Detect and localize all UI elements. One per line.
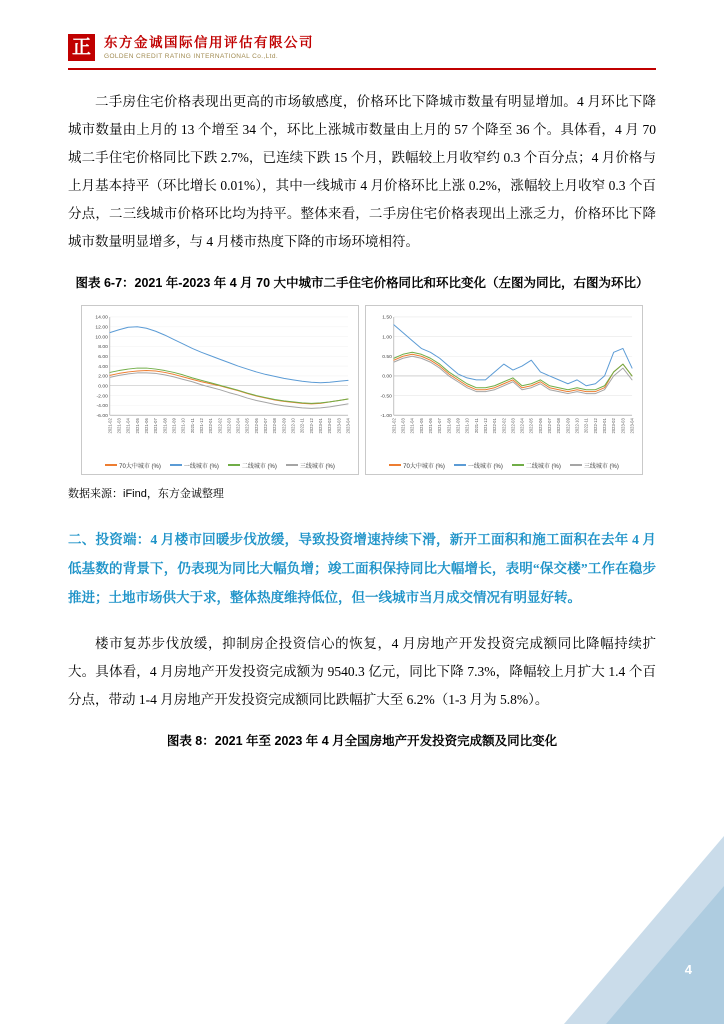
legend-item: [170, 461, 219, 470]
svg-text:2022-10: 2022-10: [290, 417, 296, 434]
chart-yoy-legend: [85, 461, 355, 470]
legend-line-swatch: [105, 464, 117, 466]
svg-text:2023-02: 2023-02: [611, 417, 617, 434]
figure-caption-8: 图表 8：2021 年至 2023 年 4 月全国房地产开发投资完成额及同比变化: [166, 733, 558, 748]
legend-item: [512, 461, 561, 470]
svg-text:2023-02: 2023-02: [327, 417, 333, 434]
chart-mom-legend: [369, 461, 639, 470]
svg-text:2022-01: 2022-01: [492, 417, 498, 434]
svg-text:2022-09: 2022-09: [565, 417, 571, 434]
series-line: [394, 356, 632, 393]
page-body: [0, 88, 724, 750]
svg-text:2021-04: 2021-04: [409, 417, 415, 434]
svg-text:2021-02: 2021-02: [107, 417, 113, 434]
svg-text:-6.00: -6.00: [96, 413, 108, 419]
svg-text:2021-08: 2021-08: [162, 417, 168, 434]
svg-text:10.00: 10.00: [95, 335, 108, 341]
svg-text:2022-04: 2022-04: [235, 417, 241, 434]
svg-text:2023-03: 2023-03: [620, 417, 626, 434]
svg-text:0.50: 0.50: [382, 354, 392, 360]
svg-text:2023-04: 2023-04: [629, 417, 635, 434]
series-line: [110, 327, 348, 383]
svg-text:2021-09: 2021-09: [171, 417, 177, 434]
svg-text:2021-06: 2021-06: [143, 417, 149, 434]
svg-text:-4.00: -4.00: [96, 403, 108, 409]
legend-item: [105, 461, 161, 470]
legend-label: 70大中城市 (%): [119, 463, 161, 470]
figure-caption-6-7: 图表 6-7：2021 年-2023 年 4 月 70 大中城市二手住宅价格同比和环比变化（左图为同比，右图为环比）: [75, 276, 649, 290]
legend-line-swatch: [286, 464, 298, 466]
svg-text:2023-04: 2023-04: [345, 417, 351, 434]
svg-text:2021-03: 2021-03: [116, 417, 122, 434]
legend-label: 一线城市 (%): [467, 463, 503, 470]
svg-text:2021-02: 2021-02: [391, 417, 397, 434]
svg-text:2021-10: 2021-10: [180, 417, 186, 434]
svg-text:-1.00: -1.00: [380, 413, 392, 419]
legend-item: [286, 461, 335, 470]
legend-line-swatch: [389, 464, 401, 466]
company-name-en: GOLDEN CREDIT RATING INTERNATIONAL Co.,Ltd.: [104, 53, 279, 61]
svg-text:4.00: 4.00: [98, 364, 108, 370]
legend-item: [389, 461, 445, 470]
svg-text:2021-11: 2021-11: [473, 417, 479, 433]
data-source-note: 数据来源：iFind，东方金诚整理: [68, 487, 224, 500]
svg-text:2022-05: 2022-05: [244, 417, 250, 434]
charts-row: [68, 305, 656, 475]
series-line: [394, 325, 632, 386]
svg-text:2023-03: 2023-03: [336, 417, 342, 434]
svg-text:2022-07: 2022-07: [547, 417, 553, 434]
svg-text:2021-12: 2021-12: [482, 417, 488, 434]
svg-text:1.00: 1.00: [382, 335, 392, 341]
svg-text:2021-10: 2021-10: [464, 417, 470, 434]
chart-mom-svg: [369, 310, 639, 459]
svg-text:6.00: 6.00: [98, 354, 108, 360]
chart-yoy-svg: [85, 310, 355, 459]
svg-text:2021-07: 2021-07: [437, 417, 443, 434]
legend-line-swatch: [454, 464, 466, 466]
svg-text:2.00: 2.00: [98, 374, 108, 380]
legend-line-swatch: [228, 464, 240, 466]
legend-line-swatch: [570, 464, 582, 466]
svg-text:-2.00: -2.00: [96, 394, 108, 400]
svg-text:2022-12: 2022-12: [592, 417, 598, 434]
legend-label: 二线城市 (%): [525, 463, 561, 470]
svg-text:2021-03: 2021-03: [400, 417, 406, 434]
company-logo-icon: 正: [68, 34, 95, 61]
svg-text:2021-12: 2021-12: [198, 417, 204, 434]
svg-text:2022-11: 2022-11: [299, 417, 305, 433]
paragraph-investment: 楼市复苏步伐放缓，抑制房企投资信心的恢复，4 月房地产开发投资完成额同比降幅持续扩大。具体看，4 月房地产开发投资完成额为 9540.3 亿元，同比下降 7.3%，降幅较上月扩大 1.4 个百分点，带动 1-4 月房地产开发投资完成额同比跌幅扩大至 6.2%（1-3 月为 5.8%）。: [68, 635, 656, 707]
svg-text:0.00: 0.00: [98, 384, 108, 390]
legend-label: 一线城市 (%): [183, 463, 219, 470]
svg-text:2022-01: 2022-01: [208, 417, 214, 434]
svg-text:2022-04: 2022-04: [519, 417, 525, 434]
svg-text:2022-10: 2022-10: [574, 417, 580, 434]
company-name-cn: 东方金诚国际信用评估有限公司: [104, 34, 314, 50]
legend-label: 70大中城市 (%): [403, 463, 445, 470]
page-number: 4: [684, 962, 692, 977]
svg-text:2023-01: 2023-01: [602, 417, 608, 434]
legend-item: [454, 461, 503, 470]
svg-text:2021-06: 2021-06: [427, 417, 433, 434]
legend-line-swatch: [170, 464, 182, 466]
svg-text:2021-11: 2021-11: [189, 417, 195, 433]
svg-text:2021-04: 2021-04: [125, 417, 131, 434]
svg-text:2022-06: 2022-06: [253, 417, 259, 434]
svg-text:2022-11: 2022-11: [583, 417, 589, 433]
svg-text:2021-05: 2021-05: [134, 417, 140, 434]
legend-label: 二线城市 (%): [241, 463, 277, 470]
svg-text:12.00: 12.00: [95, 325, 108, 331]
legend-label: 三线城市 (%): [299, 463, 335, 470]
chart-yoy-box: [81, 305, 359, 475]
svg-text:2022-06: 2022-06: [537, 417, 543, 434]
svg-text:2021-07: 2021-07: [153, 417, 159, 434]
header-divider: [68, 68, 656, 70]
series-line: [394, 354, 632, 391]
svg-text:14.00: 14.00: [95, 315, 108, 321]
legend-item: [570, 461, 619, 470]
svg-text:2022-08: 2022-08: [272, 417, 278, 434]
paragraph-secondhand-prices: 二手房住宅价格表现出更高的市场敏感度，价格环比下降城市数量有明显增加。4 月环比下降城市数量由上月的 13 个增至 34 个，环比上涨城市数量由上月的 57 个降至 36 个。具体看，4 月 70 城二手住宅价格同比下跌 2.7%，已连续下跌 15 个月，跌幅较上月收窄约 0.3 个百分点；4 月价格与上月基本持平（环比增长 0.01%），其中一线城市 4 月价格环比上涨 0.2%，涨幅较上月收窄 0.3 个百分点，二三线城市价格环比均为持平。整体来看，二手房住宅价格表现出上涨乏力，价格环比下降城市数量明显增多，与 4 月楼市热度下降的市场环境相符。: [68, 94, 656, 249]
svg-text:2021-08: 2021-08: [446, 417, 452, 434]
page-header: [0, 0, 724, 70]
legend-line-swatch: [512, 464, 524, 466]
svg-text:2022-02: 2022-02: [501, 417, 507, 434]
company-name-block: [104, 35, 314, 61]
svg-text:2022-05: 2022-05: [528, 417, 534, 434]
company-logo: [68, 34, 656, 61]
svg-text:8.00: 8.00: [98, 344, 108, 350]
legend-item: [228, 461, 277, 470]
svg-text:2022-03: 2022-03: [226, 417, 232, 434]
series-line: [394, 352, 632, 389]
svg-text:2022-03: 2022-03: [510, 417, 516, 434]
svg-text:1.50: 1.50: [382, 315, 392, 321]
svg-text:2021-09: 2021-09: [455, 417, 461, 434]
svg-text:2022-09: 2022-09: [281, 417, 287, 434]
svg-text:2022-07: 2022-07: [263, 417, 269, 434]
svg-text:2022-12: 2022-12: [308, 417, 314, 434]
section-2-heading-paragraph: 二、投资端：4 月楼市回暖步伐放缓，导致投资增速持续下滑，新开工面积和施工面积在去年 4 月低基数的背景下，仍表现为同比大幅负增；竣工面积保持同比大幅增长，表明“保交楼”工作在稳步推进；土地市场供大于求，整体热度维持低位，但一线城市当月成交情况有明显好转。: [68, 531, 656, 605]
svg-text:0.00: 0.00: [382, 374, 392, 380]
svg-text:-0.50: -0.50: [380, 394, 392, 400]
svg-text:2022-08: 2022-08: [556, 417, 562, 434]
legend-label: 三线城市 (%): [583, 463, 619, 470]
svg-text:2021-05: 2021-05: [418, 417, 424, 434]
svg-text:2023-01: 2023-01: [318, 417, 324, 434]
svg-text:2022-02: 2022-02: [217, 417, 223, 434]
chart-mom-box: [365, 305, 643, 475]
